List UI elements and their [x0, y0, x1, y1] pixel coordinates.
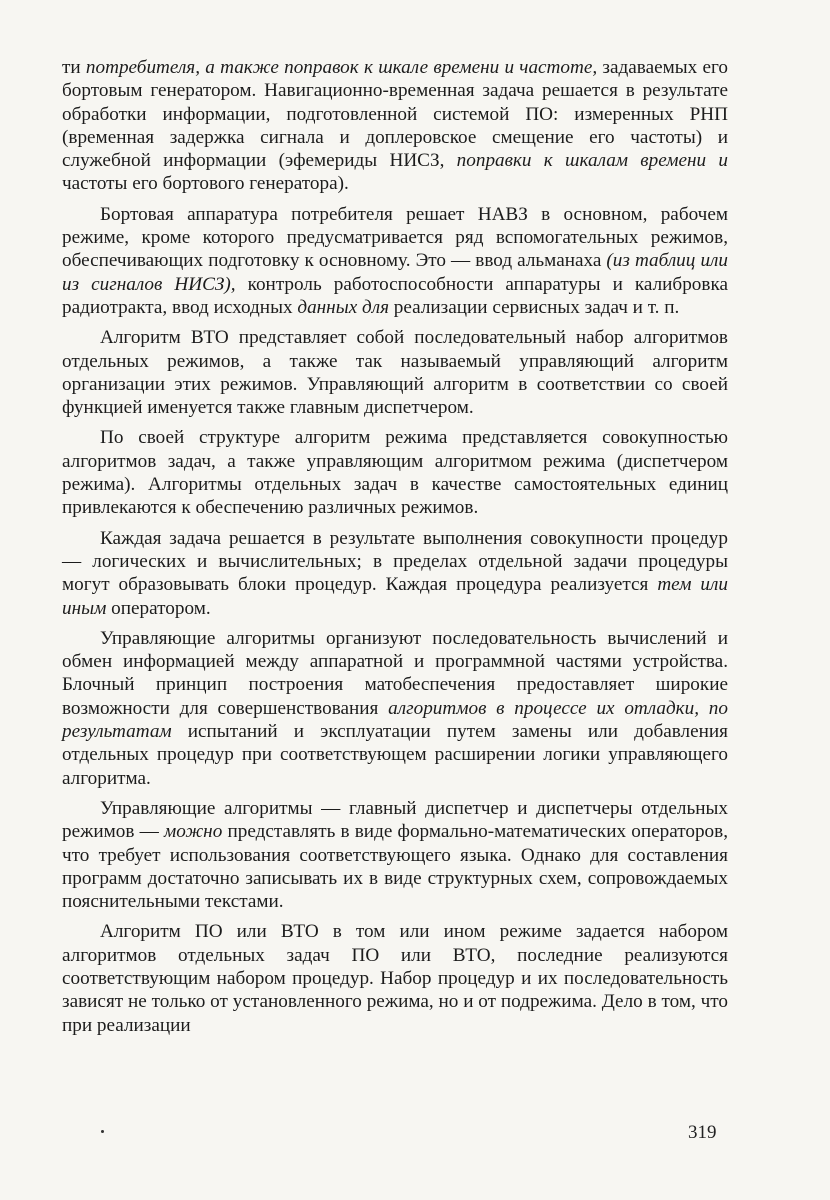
- page-text: [62, 56, 728, 1044]
- paragraph-3: [62, 326, 728, 419]
- p1-seg-4: поправки к шкалам времени и: [456, 150, 728, 172]
- print-speck: [101, 1130, 104, 1133]
- p6-seg-2: алгоритмов в процессе их отладки, по результатам: [62, 697, 728, 743]
- p7-seg-1: Управляющие алгоритмы — главный диспетчер и диспетчеры отдельных режимов —: [62, 797, 728, 843]
- paragraph-1: [62, 56, 728, 196]
- paragraph-2: [62, 203, 728, 319]
- paragraph-6: [62, 627, 728, 790]
- p2-seg-2: (из таблиц или из сигналов НИСЗ),: [62, 250, 728, 295]
- p3-seg-1: Алгоритм ВТО представляет собой последовательный набор алгоритмов отдельных режимов, а также так называемый управляющий алгоритм организации этих режимов. Управляющий алгоритм в соответствии со своей функцией именуется также главным диспетчером.: [62, 327, 728, 419]
- paragraph-4: [62, 426, 728, 519]
- paragraph-8: [62, 920, 728, 1036]
- paragraph-7: [62, 797, 728, 913]
- p7-seg-3: представлять в виде формально-математических операторов, что требует использования соответствующего языка. Однако для составления программ достаточно записывать их в виде структурных схем, сопровождаемых пояснительными текстами.: [62, 821, 729, 913]
- p4-seg-1: По своей структуре алгоритм режима представляется совокупностью алгоритмов задач, а также управляющим алгоритмом режима (диспетчером режима). Алгоритмы отдельных задач в качестве самостоятельных единиц привлекаются к обеспечению различных режимов.: [62, 427, 728, 519]
- p2-seg-4: данных для: [297, 296, 389, 318]
- p5-seg-2: тем или иным: [62, 574, 728, 619]
- p7-seg-2: можно: [163, 821, 223, 843]
- p5-seg-1: Каждая задача решается в результате выполнения совокупности процедур — логических и вычислительных; в пределах отдельной задачи процедуры могут образовывать блоки процедур. Каждая процедура реализуется: [62, 527, 728, 596]
- p6-seg-1: Управляющие алгоритмы организуют последовательность вычислений и обмен информацией между аппаратной и программной частями устройства. Блочный принцип построения матобеспечения предоставляет широкие возможности для совершенствования: [62, 627, 728, 719]
- p1-seg-1: ти: [62, 57, 86, 78]
- page-number: 319: [688, 1122, 717, 1143]
- p6-seg-3: испытаний и эксплуатации путем замены или добавления отдельных процедур при соответствующем расширении логики управляющего алгоритма.: [62, 721, 728, 789]
- p1-seg-5: частоты его бортового генератора).: [62, 173, 349, 195]
- paragraph-5: [62, 527, 728, 620]
- p2-seg-1: Бортовая аппаратура потребителя решает НАВЗ в основном, рабочем режиме, кроме которого предусматривается ряд вспомогательных режимов, обеспечивающих подготовку к основному. Это — ввод альманаха: [62, 203, 728, 272]
- p8-seg-1: Алгоритм ПО или ВТО в том или ином режиме задается набором алгоритмов отдельных задач ПО или ВТО, последние реализуются соответствующим набором процедур. Набор процедур и их последовательность зависят не только от установленного режима, но и от подрежима. Дело в том, что при реализации: [62, 921, 728, 1036]
- p2-seg-5: реализации сервисных задач и т. п.: [389, 296, 680, 318]
- p1-seg-3: задаваемых его бортовым генератором. Навигационно-временная задача решается в результате обработки информации, подготовленной системой ПО: измеренных РНП (временная задержка сигнала и доплеровское смещение его частоты) и служебной информации (эфемериды НИСЗ,: [62, 57, 729, 172]
- p2-seg-3: контроль работоспособности аппаратуры и калибровка радиотракта, ввод исходных: [62, 273, 728, 318]
- p5-seg-3: оператором.: [106, 597, 211, 619]
- p1-seg-2: потребителя, а также поправок к шкале времени и частоте,: [85, 57, 598, 78]
